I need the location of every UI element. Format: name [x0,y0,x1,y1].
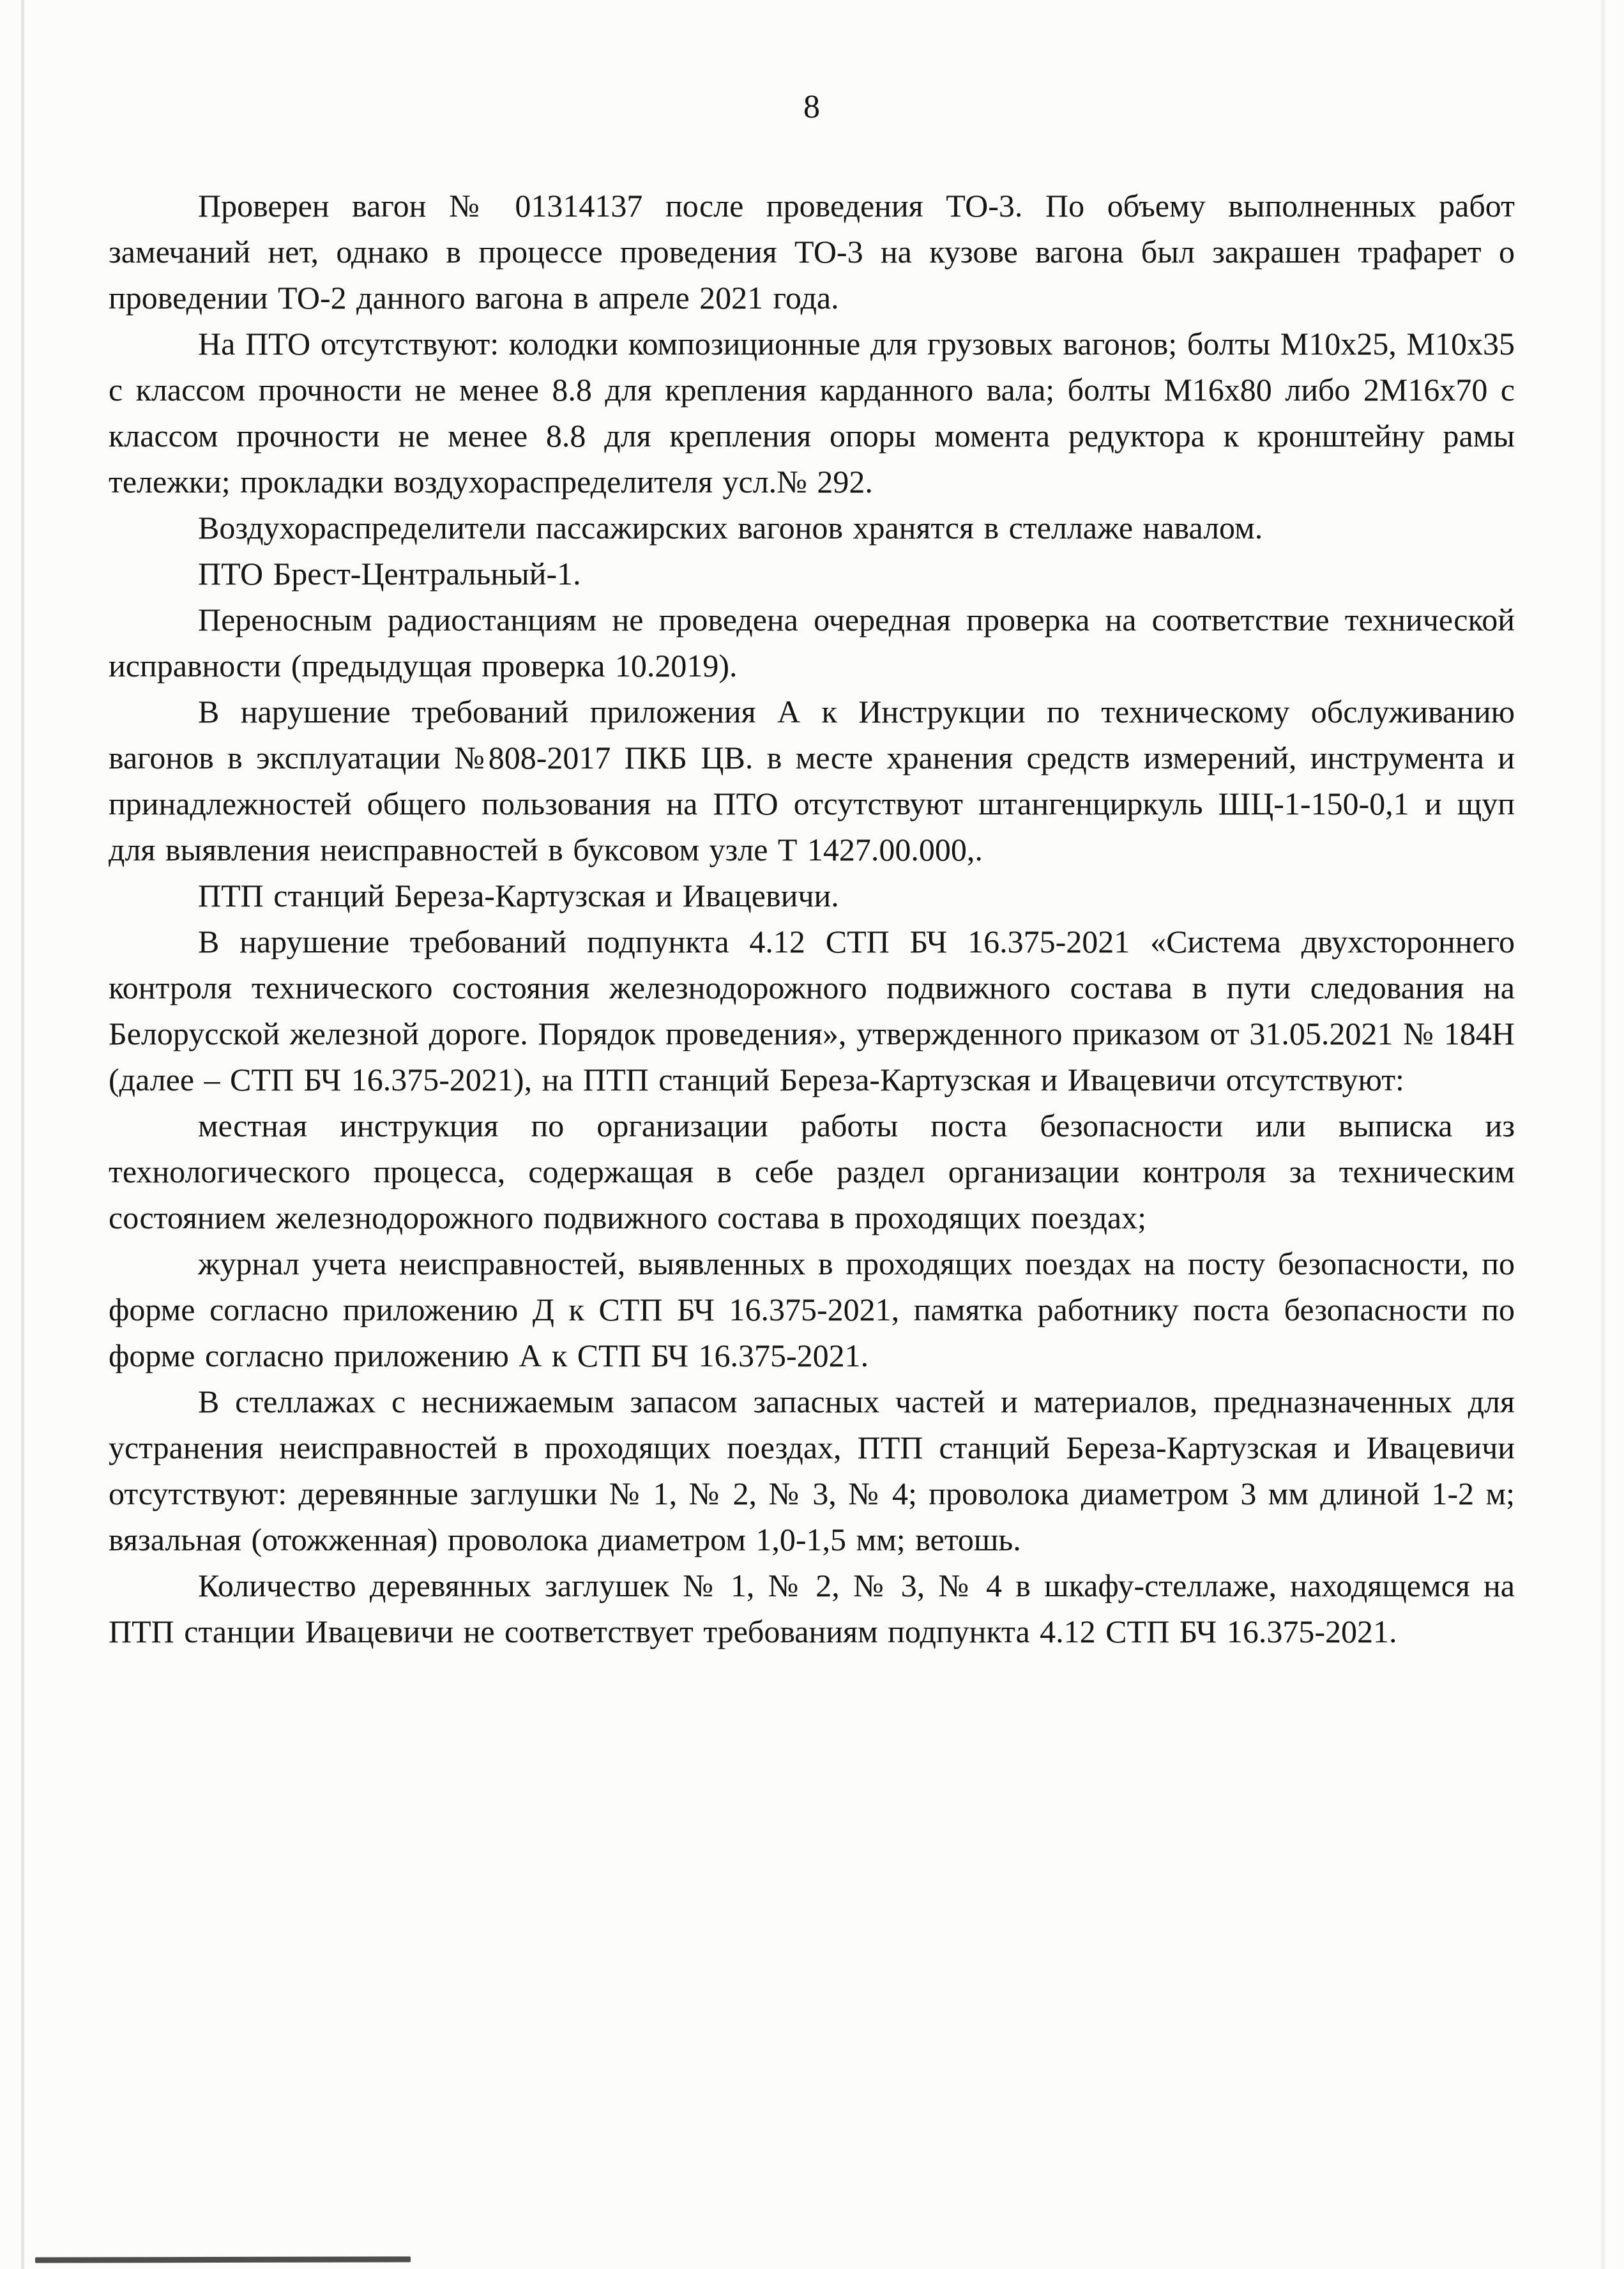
paragraph: В стеллажах с неснижаемым запасом запасных частей и материалов, предназначенных для устранения неисправностей в проходящих поездах, ПТП станций Береза-Картузская и Ивацевичи отсутствуют: деревянные заглушки № 1, № 2, № 3, № 4; проволока диаметром 3 мм длиной 1-2 м; вязальная (отожженная) проволока диаметром 1,0-1,5 мм; ветошь. [109,1384,1515,1557]
paragraph: В нарушение требований приложения А к Инструкции по техническому обслуживанию вагонов в эксплуатации №808-2017 ПКБ ЦВ. в месте хранения средств измерений, инструмента и принадлежностей общего пользования на ПТО отсутствуют штангенциркуль ШЦ-1-150-0,1 и щуп для выявления неисправностей в буксовом узле Т 1427.00.000,. [109,694,1515,867]
scan-left-edge-shadow [21,0,24,2269]
paragraph: Переносным радиостанциям не проведена очередная проверка на соответствие технической исправности (предыдущая проверка 10.2019). [109,602,1515,684]
document-body [109,183,1515,1654]
paragraph: Количество деревянных заглушек № 1, № 2, № 3, № 4 в шкафу-стеллаже, находящемся на ПТП станции Ивацевичи не соответствует требованиям подпункта 4.12 СТП БЧ 16.375-2021. [109,1568,1515,1649]
document-content [109,89,1515,1654]
page-number: 8 [803,89,820,125]
paragraph: местная инструкция по организации работы поста безопасности или выписка из технологического процесса, содержащая в себе раздел организации контроля за техническим состоянием железнодорожного подвижного состава в проходящих поездах; [109,1108,1515,1235]
scan-artifact-line [35,2256,411,2263]
scan-right-edge-shadow [1601,0,1605,2269]
paragraph: ПТО Брест-Центральный-1. [198,556,581,592]
paragraph: журнал учета неисправностей, выявленных в проходящих поездах на посту безопасности, по форме согласно приложению Д к СТП БЧ 16.375-2021, памятка работнику поста безопасности по форме согласно приложению А к СТП БЧ 16.375-2021. [109,1246,1515,1373]
paragraph: ПТП станций Береза-Картузская и Ивацевичи. [198,878,839,913]
paragraph: Проверен вагон № 01314137 после проведения ТО-3. По объему выполненных работ замечаний нет, однако в процессе проведения ТО-3 на кузове вагона был закрашен трафарет о проведении ТО-2 данного вагона в апреле 2021 года. [109,188,1515,316]
paragraph: На ПТО отсутствуют: колодки композиционные для грузовых вагонов; болты М10х25, М10х35 с классом прочности не менее 8.8 для крепления карданного вала; болты М16х80 либо 2М16х70 с классом прочности не менее 8.8 для крепления опоры момента редуктора к кронштейну рамы тележки; прокладки воздухораспределителя усл.№ 292. [109,326,1515,500]
paragraph: Воздухораспределители пассажирских вагонов хранятся в стеллаже навалом. [198,510,1263,546]
paragraph: В нарушение требований подпункта 4.12 СТП БЧ 16.375-2021 «Система двухстороннего контроля технического состояния железнодорожного подвижного состава в пути следования на Белорусской железной дороге. Порядок проведения», утвержденного приказом от 31.05.2021 № 184Н (далее – СТП БЧ 16.375-2021), на ПТП станций Береза-Картузская и Ивацевичи отсутствуют: [109,924,1515,1097]
